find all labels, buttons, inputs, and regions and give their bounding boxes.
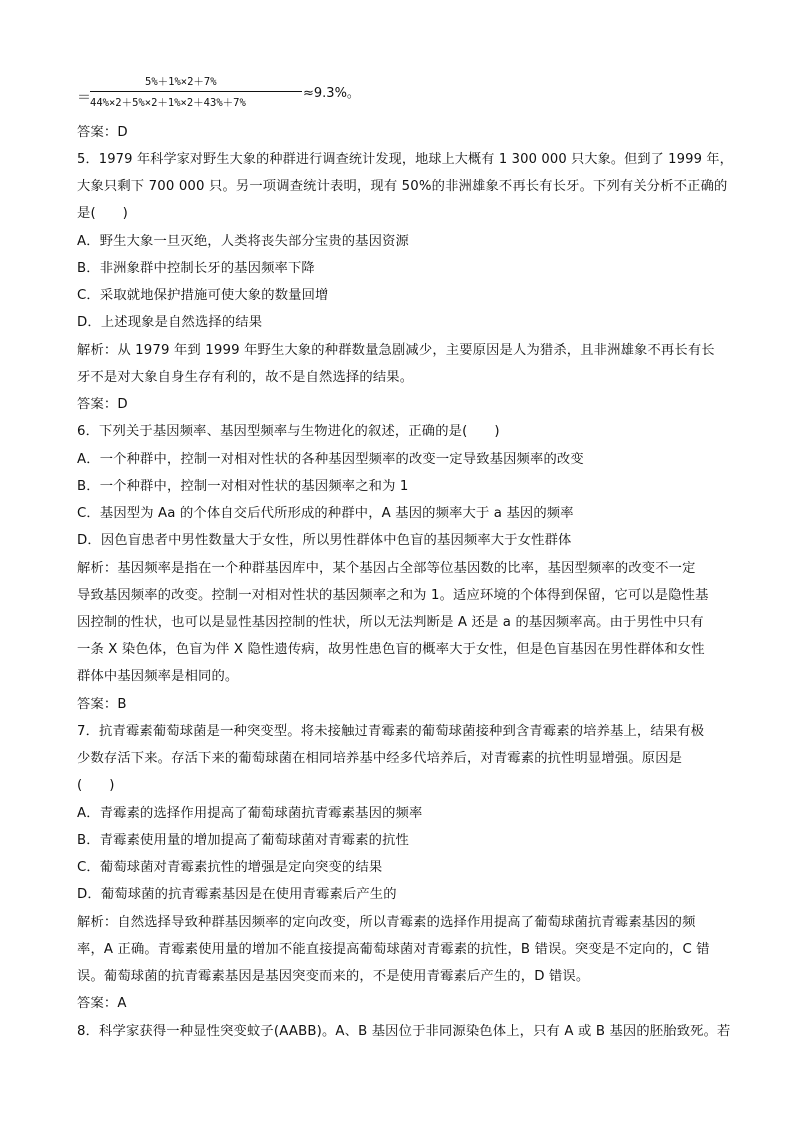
text-line: 解析：自然选择导致种群基因频率的定向改变，所以青霉素的选择作用提高了葡萄球菌抗青霉素基因的频 <box>77 915 696 930</box>
text-line: 答案：D <box>77 125 128 140</box>
text-line: 7．抗青霉素葡萄球菌是一种突变型。将未接触过青霉素的葡萄球菌接种到含青霉素的培养基上，结果有极 <box>77 724 705 739</box>
text-line: 解析：基因频率是指在一个种群基因库中，某个基因占全部等位基因数的比率，基因型频率的改变不一定 <box>77 561 696 576</box>
formula-denominator: 44%×2＋5%×2＋1%×2＋43%＋7% <box>90 97 246 109</box>
text-line: 牙不是对大象自身生存有利的，故不是自然选择的结果。 <box>77 370 414 385</box>
text-line: 群体中基因频率是相同的。 <box>77 669 239 684</box>
text-line: ( ) <box>77 778 115 793</box>
text-line: 答案：D <box>77 397 128 412</box>
fraction-bar <box>90 91 302 92</box>
text-line: 答案：B <box>77 697 127 712</box>
text-line: 解析：从 1979 年到 1999 年野生大象的种群数量急剧减少，主要原因是人为猎杀，且非洲雄象不再长有长 <box>77 343 715 358</box>
text-line: 是( ) <box>77 206 129 221</box>
formula-result: ≈9.3%。 <box>303 86 360 101</box>
text-line: 一条 X 染色体，色盲为伴 X 隐性遗传病，故男性患色盲的概率大于女性，但是色盲基因在男性群体和女性 <box>77 642 705 657</box>
text-line: C．基因型为 Aa 的个体自交后代所形成的种群中，A 基因的频率大于 a 基因的频率 <box>77 506 574 521</box>
text-line: C．葡萄球菌对青霉素抗性的增强是定向突变的结果 <box>77 860 383 875</box>
text-line: 8．科学家获得一种显性突变蚊子(AABB)。A、B 基因位于非同源染色体上，只有 A 或 B 基因的胚胎致死。若 <box>77 1024 731 1039</box>
text-line: D．葡萄球菌的抗青霉素基因是在使用青霉素后产生的 <box>77 887 397 902</box>
text-line: D．上述现象是自然选择的结果 <box>77 315 263 330</box>
text-line: A．青霉素的选择作用提高了葡萄球菌抗青霉素基因的频率 <box>77 806 423 821</box>
text-line: B．一个种群中，控制一对相对性状的基因频率之和为 1 <box>77 479 409 494</box>
text-line: 答案：A <box>77 996 127 1011</box>
text-line: 因控制的性状，也可以是显性基因控制的性状，所以无法判断是 A 还是 a 的基因频率高。由于男性中只有 <box>77 615 704 630</box>
text-line: B．非洲象群中控制长牙的基因频率下降 <box>77 261 315 276</box>
text-line: 5．1979 年科学家对野生大象的种群进行调查统计发现，地球上大概有 1 300 000 只大象。但到了 1999 年， <box>77 152 733 167</box>
text-line: 误。葡萄球菌的抗青霉素基因是基因突变而来的，不是使用青霉素后产生的，D 错误。 <box>77 969 590 984</box>
text-line: D．因色盲患者中男性数量大于女性，所以男性群体中色盲的基因频率大于女性群体 <box>77 533 572 548</box>
text-line: 6．下列关于基因频率、基因型频率与生物进化的叙述，正确的是( ) <box>77 424 500 439</box>
text-line: 导致基因频率的改变。控制一对相对性状的基因频率之和为 1。适应环境的个体得到保留，它可以是隐性基 <box>77 588 709 603</box>
text-line: A．野生大象一旦灭绝，人类将丧失部分宝贵的基因资源 <box>77 234 409 249</box>
text-line: 率，A 正确。青霉素使用量的增加不能直接提高葡萄球菌对青霉素的抗性，B 错误。突变是不定向的，C 错 <box>77 942 710 957</box>
text-line: B．青霉素使用量的增加提高了葡萄球菌对青霉素的抗性 <box>77 833 409 848</box>
formula-numerator: 5%＋1%×2＋7% <box>145 76 217 88</box>
text-line: 少数存活下来。存活下来的葡萄球菌在相同培养基中经多代培养后，对青霉素的抗性明显增强。原因是 <box>77 751 683 766</box>
text-line: A．一个种群中，控制一对相对性状的各种基因型频率的改变一定导致基因频率的改变 <box>77 452 584 467</box>
text-line: 大象只剩下 700 000 只。另一项调查统计表明，现有 50%的非洲雄象不再长有长牙。下列有关分析不正确的 <box>77 179 728 194</box>
formula-equals: ＝ <box>77 90 91 106</box>
text-line: C．采取就地保护措施可使大象的数量回增 <box>77 288 329 303</box>
